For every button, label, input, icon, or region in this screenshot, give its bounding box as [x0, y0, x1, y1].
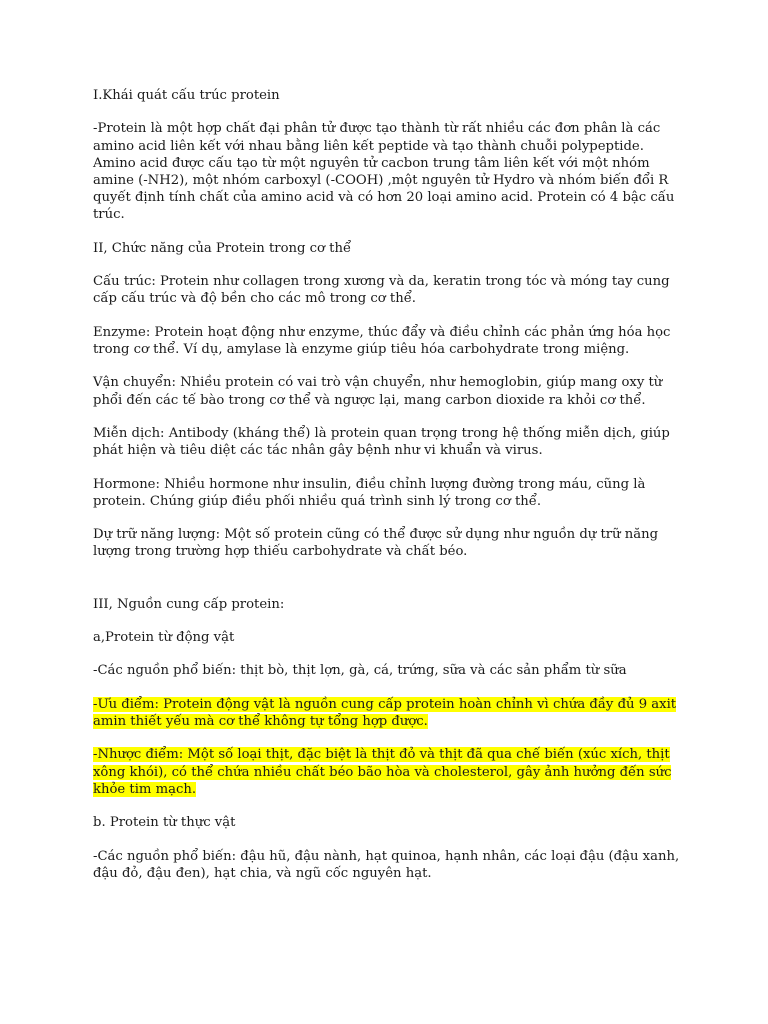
section1-heading: I.Khái quát cấu trúc protein — [93, 88, 280, 103]
section2-heading: II, Chức năng của Protein trong cơ thể — [93, 240, 352, 256]
section3-heading: III, Nguồn cung cấp protein: — [93, 596, 285, 612]
plant-protein-heading: b. Protein từ thực vật — [93, 815, 236, 831]
highlight-advantage: -Ưu điểm: Protein động vật là nguồn cung cấp protein hoàn chỉnh vì chứa đầy đủ 9 axit amin thiết yếu mà cơ thể không tự tổng hợp được. — [93, 696, 677, 729]
function-energy-reserve: Dự trữ năng lượng: Một số protein cũng có thể được sử dụng như nguồn dự trữ năng lượng trong trường hợp thiếu carbohydrate và chất béo. — [93, 527, 659, 560]
animal-protein-heading: a,Protein từ động vật — [93, 629, 235, 645]
animal-protein-advantage — [93, 696, 683, 730]
animal-protein-sources: -Các nguồn phổ biến: thịt bò, thịt lợn, gà, cá, trứng, sữa và các sản phẩm từ sữa — [93, 663, 627, 679]
function-structure: Cấu trúc: Protein như collagen trong xương và da, keratin trong tóc và móng tay cung cấp cấu trúc và độ bền cho các mô trong cơ thể. — [93, 274, 670, 307]
highlight-disadvantage: -Nhược điểm: Một số loại thịt, đặc biệt là thịt đỏ và thịt đã qua chế biến (xúc xích, thịt xông khói), có thể chứa nhiều chất béo bão hòa và cholesterol, gây ảnh hưởng đến sức khỏe tim mạch. — [93, 747, 672, 797]
document-page — [93, 87, 683, 898]
plant-protein-sources: -Các nguồn phổ biến: đậu hũ, đậu nành, hạt quinoa, hạnh nhân, các loại đậu (đậu xanh, đậu đỏ, đậu đen), hạt chia, và ngũ cốc nguyên hạt. — [93, 848, 680, 881]
function-hormone: Hormone: Nhiều hormone như insulin, điều chỉnh lượng đường trong máu, cũng là protein. Chúng giúp điều phối nhiều quá trình sinh lý trong cơ thể. — [93, 476, 646, 509]
section1-body: -Protein là một hợp chất đại phân tử được tạo thành từ rất nhiều các đơn phân là các amino acid liên kết với nhau bằng liên kết peptide và tạo thành chuỗi polypeptide. Amino acid được cấu tạo từ một nguyên tử cacbon trung tâm liên kết với một nhóm amine (-NH2), một nhóm carboxyl (-COOH) ,một nguyên tử Hydro và nhóm biến đổi R quyết định tính chất của amino acid và có hơn 20 loại amino acid. Protein có 4 bậc cấu trúc. — [93, 121, 675, 223]
animal-protein-disadvantage — [93, 746, 683, 798]
function-transport: Vận chuyển: Nhiều protein có vai trò vận chuyển, như hemoglobin, giúp mang oxy từ phổi đến các tế bào trong cơ thể và ngược lại, mang carbon dioxide ra khỏi cơ thể. — [93, 375, 663, 408]
function-enzyme: Enzyme: Protein hoạt động như enzyme, thúc đẩy và điều chỉnh các phản ứng hóa học trong cơ thể. Ví dụ, amylase là enzyme giúp tiêu hóa carbohydrate trong miệng. — [93, 324, 671, 357]
function-immunity: Miễn dịch: Antibody (kháng thể) là protein quan trọng trong hệ thống miễn dịch, giúp phát hiện và tiêu diệt các tác nhân gây bệnh như vi khuẩn và virus. — [93, 425, 670, 459]
